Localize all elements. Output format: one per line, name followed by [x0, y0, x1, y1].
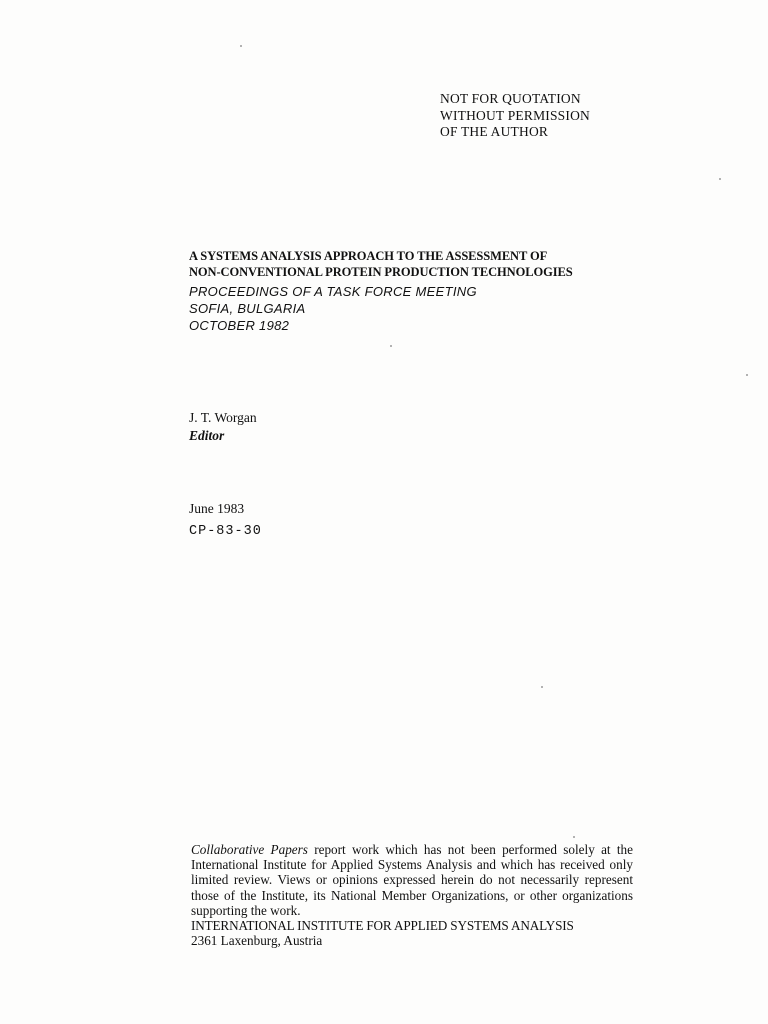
- meeting-date: OCTOBER 1982: [189, 318, 290, 333]
- scan-speck: [240, 45, 242, 47]
- notice-line-1: NOT FOR QUOTATION: [440, 91, 581, 106]
- institute-address: 2361 Laxenburg, Austria: [191, 933, 323, 949]
- proceedings-line: PROCEEDINGS OF A TASK FORCE MEETING: [189, 284, 477, 299]
- notice-line-2: WITHOUT PERMISSION: [440, 107, 590, 123]
- title-block: [189, 249, 629, 334]
- publication-date: June 1983: [189, 501, 245, 516]
- quotation-notice: [440, 91, 590, 141]
- notice-line-3: OF THE AUTHOR: [440, 124, 549, 139]
- editor-block: [189, 409, 257, 445]
- document-title-line-1: A SYSTEMS ANALYSIS APPROACH TO THE ASSESSMENT OF: [189, 249, 548, 263]
- scan-speck: [719, 178, 721, 180]
- footer-disclaimer: [191, 842, 633, 948]
- meeting-location: SOFIA, BULGARIA: [189, 301, 306, 316]
- series-name: Collaborative Papers: [191, 842, 308, 857]
- scan-speck: [573, 836, 575, 838]
- institute-name: INTERNATIONAL INSTITUTE FOR APPLIED SYSTEMS ANALYSIS: [191, 918, 574, 934]
- disclaimer-paragraph: [191, 842, 633, 918]
- editor-role: Editor: [189, 428, 225, 443]
- report-code: CP-83-30: [189, 524, 262, 539]
- editor-name: J. T. Worgan: [189, 410, 257, 425]
- scan-speck: [541, 686, 543, 688]
- scan-speck: [746, 374, 748, 376]
- document-title-line-2: NON-CONVENTIONAL PROTEIN PRODUCTION TECHNOLOGIES: [189, 264, 573, 279]
- scan-speck: [390, 345, 392, 347]
- disclaimer-text: report work which has not been performed solely at the International Institute for Applied Systems Analysis and which has received only limited review. Views or opinions expressed herein do not necessarily represent those of the Institute, its National Member Organizations, or other organizations supporting the work.: [191, 842, 633, 918]
